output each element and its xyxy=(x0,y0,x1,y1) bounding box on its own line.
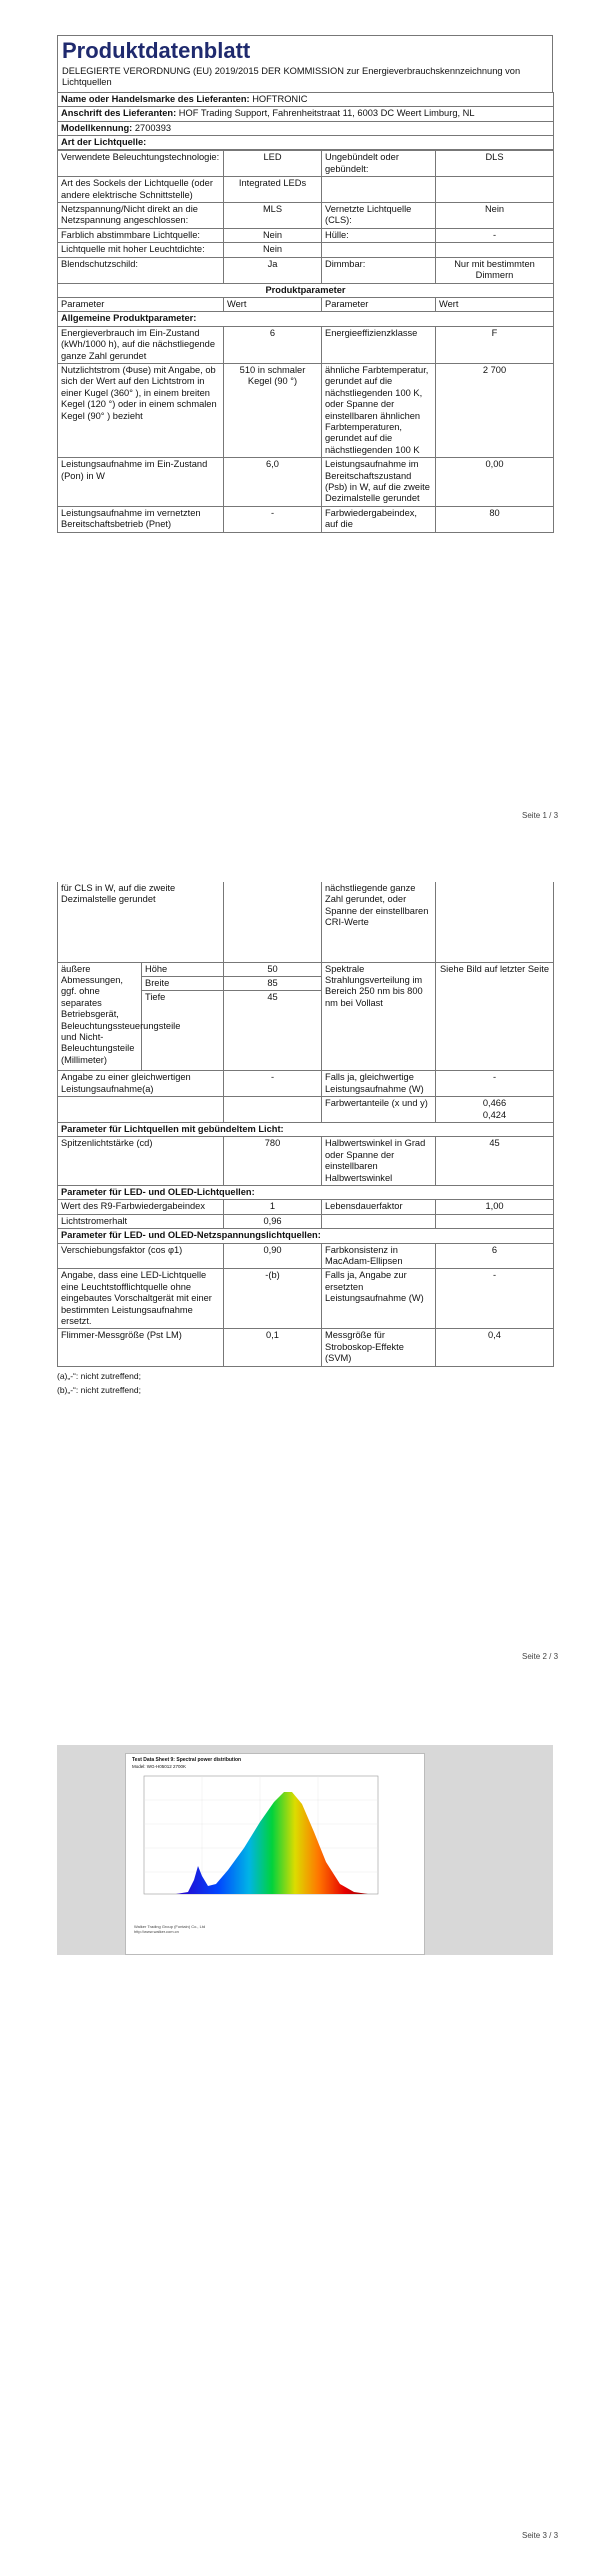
parameter-cell: Nutzlichtstrom (Φuse) mit Angabe, ob sich der Wert auf den Lichtstrom in einer Kugel (360° ), in einem breiten Kegel (120 °) oder in einem schmalen Kegel (90° ) bezieht xyxy=(58,363,224,457)
table-row xyxy=(58,326,554,363)
value-cell: 6 xyxy=(436,1243,554,1269)
parameter-cell: Wert des R9-Farbwiedergabeindex xyxy=(58,1200,224,1214)
value-cell: - xyxy=(436,1071,554,1097)
footnotes xyxy=(57,1369,553,1397)
parameter-cell: Hülle: xyxy=(322,228,436,242)
value-cell: 6,0 xyxy=(224,458,322,507)
page-number-2: Seite 2 / 3 xyxy=(522,1652,559,1661)
regulation-subtitle: DELEGIERTE VERORDNUNG (EU) 2019/2015 DER KOMMISSION zur Energieverbrauchskennzeichnung von Lichtquellen xyxy=(62,66,521,88)
table-row xyxy=(58,1137,554,1186)
table-row xyxy=(58,363,554,457)
address-value: HOF Trading Support, Fahrenheitstraat 11, 6003 DC Weert Limburg, NL xyxy=(178,108,475,119)
value-cell: - xyxy=(224,1071,322,1097)
mains-heading: Parameter für LED- und OLED-Netzspannungslichtquellen: xyxy=(58,1229,554,1243)
value-cell: 0,466 0,424 xyxy=(436,1097,554,1123)
sheet-footer xyxy=(134,1924,205,1934)
parameter-cell: Verwendete Beleuchtungstechnologie: xyxy=(58,151,224,177)
parameter-cell xyxy=(322,243,436,257)
continued-row xyxy=(58,882,554,962)
parameter-cell: Falls ja, Angabe zur ersetzten Leistungsaufnahme (W) xyxy=(322,1269,436,1329)
spectrum-sheet xyxy=(125,1753,425,1955)
continued-right: nächstliegende ganze Zahl gerundet, oder Spanne der einstellbaren CRI-Werte xyxy=(322,882,436,962)
parameter-cell: Falls ja, gleichwertige Leistungsaufnahme (W) xyxy=(322,1071,436,1097)
parameter-cell: Dimmbar: xyxy=(322,257,436,283)
value-cell: 0,4 xyxy=(436,1329,554,1366)
parameter-cell xyxy=(322,177,436,203)
product-params-heading: Produktparameter xyxy=(58,283,554,297)
spectrum-label: Spektrale Strahlungsverteilung im Bereich 250 nm bis 800 nm bei Vollast xyxy=(322,962,436,1071)
sheet-footer-url: http://www.walker.com.cn xyxy=(134,1929,179,1934)
parameter-cell: Blendschutzschild: xyxy=(58,257,224,283)
lightsource-type-heading: Art der Lichtquelle: xyxy=(58,136,554,150)
spectrum-value: Siehe Bild auf letzter Seite xyxy=(436,962,554,1071)
param-header-1: Parameter xyxy=(58,297,224,311)
table-row xyxy=(58,203,554,229)
general-params-heading: Allgemeine Produktparameter: xyxy=(58,312,554,326)
value-cell: -(b) xyxy=(224,1269,322,1329)
footnote-b: (b)„-“: nicht zutreffend; xyxy=(57,1384,141,1395)
page-2 xyxy=(57,882,553,1397)
value-cell: 1,00 xyxy=(436,1200,554,1214)
value-cell: 45 xyxy=(436,1137,554,1186)
mains-row xyxy=(58,1229,554,1243)
value-cell xyxy=(436,177,554,203)
page-1 xyxy=(57,35,553,533)
table-row xyxy=(58,1243,554,1269)
value-cell: 0,00 xyxy=(436,458,554,507)
value-cell: - xyxy=(436,228,554,242)
parameter-cell: Farbkonsistenz in MacAdam-Ellipsen xyxy=(322,1243,436,1269)
value-cell: 0,90 xyxy=(224,1243,322,1269)
value-cell: 6 xyxy=(224,326,322,363)
value-cell: MLS xyxy=(224,203,322,229)
parameter-cell xyxy=(322,1214,436,1228)
value-cell: Nur mit bestimmten Dimmern xyxy=(436,257,554,283)
sheet-footer-company: Walker Trading Group (Fontain) Co., Ltd xyxy=(134,1924,206,1929)
parameter-cell: Farbwiedergabeindex, auf die xyxy=(322,506,436,532)
parameter-cell: Ungebündelt oder gebündelt: xyxy=(322,151,436,177)
table-row xyxy=(58,177,554,203)
value-cell: - xyxy=(436,1269,554,1329)
page-cut-fade xyxy=(57,790,553,804)
parameter-cell: Lebensdauerfaktor xyxy=(322,1200,436,1214)
parameter-cell: Energieeffizienzklasse xyxy=(322,326,436,363)
model-value: 2700393 xyxy=(134,122,172,133)
spectrum-chart xyxy=(136,1770,386,1910)
dim-value-1: 85 xyxy=(224,976,322,990)
parameter-cell: Leistungsaufnahme im Ein-Zustand (Pon) in W xyxy=(58,458,224,507)
parameter-cell: Netzspannung/Nicht direkt an die Netzspannung angeschlossen: xyxy=(58,203,224,229)
general-params-row xyxy=(58,312,554,326)
value-cell xyxy=(436,1214,554,1228)
dim-key-2: Tiefe xyxy=(142,991,224,1071)
parameter-cell: Angabe, dass eine LED-Lichtquelle eine Leuchtstofflichtquelle ohne eingebautes Vorschaltgerät mit einer bestimmten Leistungsaufnahme ersetzt. xyxy=(58,1269,224,1329)
dim-key-1: Breite xyxy=(142,976,224,990)
parameter-cell: Flimmer-Messgröße (Pst LM) xyxy=(58,1329,224,1366)
dim-key-0: Höhe xyxy=(142,962,224,976)
lightsource-type-row xyxy=(58,136,554,150)
value-cell: 2 700 xyxy=(436,363,554,457)
value-cell: - xyxy=(224,506,322,532)
dim-value-0: 50 xyxy=(224,962,322,976)
value-cell: 1 xyxy=(224,1200,322,1214)
table-row xyxy=(58,228,554,242)
parameter-cell: Farbwertanteile (x und y) xyxy=(322,1097,436,1123)
value-cell: Integrated LEDs xyxy=(224,177,322,203)
table-row xyxy=(58,1097,554,1123)
page2-table xyxy=(57,882,554,1367)
param-header-row xyxy=(58,297,554,311)
parameter-cell: Leistungsaufnahme im Bereitschaftszustand (Psb) in W, auf die zweite Dezimalstelle gerundet xyxy=(322,458,436,507)
value-cell: 80 xyxy=(436,506,554,532)
value-cell: LED xyxy=(224,151,322,177)
rows-a-table xyxy=(57,150,554,532)
supplier-value: HOFTRONIC xyxy=(252,93,308,104)
param-header-2: Parameter xyxy=(322,297,436,311)
parameter-cell: Angabe zu einer gleichwertigen Leistungsaufnahme(a) xyxy=(58,1071,224,1097)
value-header-2: Wert xyxy=(436,297,554,311)
value-cell: Nein xyxy=(224,228,322,242)
led-row xyxy=(58,1185,554,1199)
table-row xyxy=(58,257,554,283)
parameter-cell: Leistungsaufnahme im vernetzten Bereitschaftsbetrieb (Pnet) xyxy=(58,506,224,532)
led-heading: Parameter für LED- und OLED-Lichtquellen: xyxy=(58,1185,554,1199)
value-cell: 510 in schmaler Kegel (90 °) xyxy=(224,363,322,457)
parameter-cell: Halbwertswinkel in Grad oder Spanne der einstellbaren Halbwertswinkel xyxy=(322,1137,436,1186)
value-cell xyxy=(436,243,554,257)
footnote-a: (a)„-“: nicht zutreffend; xyxy=(57,1370,141,1381)
document-title: Produktdatenblatt xyxy=(62,38,251,63)
parameter-cell: Art des Sockels der Lichtquelle (oder andere elektrische Schnittstelle) xyxy=(58,177,224,203)
table-row xyxy=(58,1269,554,1329)
parameter-cell: ähnliche Farbtemperatur, gerundet auf die nächstliegenden 100 K, oder Spanne der einstellbaren ähnlichen Farbtemperaturen, gerundet auf die nächstliegenden 100 K xyxy=(322,363,436,457)
parameter-cell: Energieverbrauch im Ein-Zustand (kWh/1000 h), auf die nächstliegende ganze Zahl gerundet xyxy=(58,326,224,363)
supplier-label: Name oder Handelsmarke des Lieferanten: xyxy=(61,93,250,104)
parameter-cell: Vernetzte Lichtquelle (CLS): xyxy=(322,203,436,229)
directional-heading: Parameter für Lichtquellen mit gebündeltem Licht: xyxy=(58,1122,554,1136)
parameter-cell xyxy=(58,1097,224,1123)
table-row xyxy=(58,1214,554,1228)
sheet-model: Model: WG-H05012 2700K xyxy=(132,1764,187,1769)
parameter-cell: Spitzenlichtstärke (cd) xyxy=(58,1137,224,1186)
table-row xyxy=(58,1329,554,1366)
address-label: Anschrift des Lieferanten: xyxy=(61,108,177,119)
parameter-cell: Messgröße für Stroboskop-Effekte (SVM) xyxy=(322,1329,436,1366)
page-number-3: Seite 3 / 3 xyxy=(522,2531,559,2540)
value-cell xyxy=(224,1097,322,1123)
supplier-row xyxy=(58,92,554,106)
model-row xyxy=(58,121,554,135)
table-row xyxy=(58,151,554,177)
directional-row xyxy=(58,1122,554,1136)
value-cell: F xyxy=(436,326,554,363)
model-label: Modellkennung: xyxy=(61,122,133,133)
value-cell: 0,96 xyxy=(224,1214,322,1228)
dimensions-label: äußere Abmessungen, ggf. ohne separates Betriebsgerät, Beleuchtungssteuerungsteile und Nicht-Beleuchtungsteile (Millimeter) xyxy=(58,962,142,1071)
dimensions-row xyxy=(58,962,554,976)
parameter-cell: Verschiebungsfaktor (cos φ1) xyxy=(58,1243,224,1269)
value-cell: Ja xyxy=(224,257,322,283)
value-cell: 0,1 xyxy=(224,1329,322,1366)
document-header xyxy=(57,35,553,92)
table-row xyxy=(58,243,554,257)
table-row xyxy=(58,1200,554,1214)
product-params-row xyxy=(58,283,554,297)
table-row xyxy=(58,1071,554,1097)
value-header-1: Wert xyxy=(224,297,322,311)
value-cell: Nein xyxy=(436,203,554,229)
page-number-1: Seite 1 / 3 xyxy=(522,811,559,820)
table-row xyxy=(58,506,554,532)
parameter-cell: Lichtquelle mit hoher Leuchtdichte: xyxy=(58,243,224,257)
value-cell: Nein xyxy=(224,243,322,257)
value-cell: 780 xyxy=(224,1137,322,1186)
supplier-table xyxy=(57,92,554,151)
parameter-cell: Farblich abstimmbare Lichtquelle: xyxy=(58,228,224,242)
dim-value-2: 45 xyxy=(224,991,322,1071)
table-row xyxy=(58,458,554,507)
value-cell: DLS xyxy=(436,151,554,177)
parameter-cell: Lichtstromerhalt xyxy=(58,1214,224,1228)
sheet-title: Test Data Sheet 9: Spectral power distribution xyxy=(132,1757,242,1763)
address-row xyxy=(58,107,554,121)
continued-left: für CLS in W, auf die zweite Dezimalstelle gerundet xyxy=(58,882,224,962)
